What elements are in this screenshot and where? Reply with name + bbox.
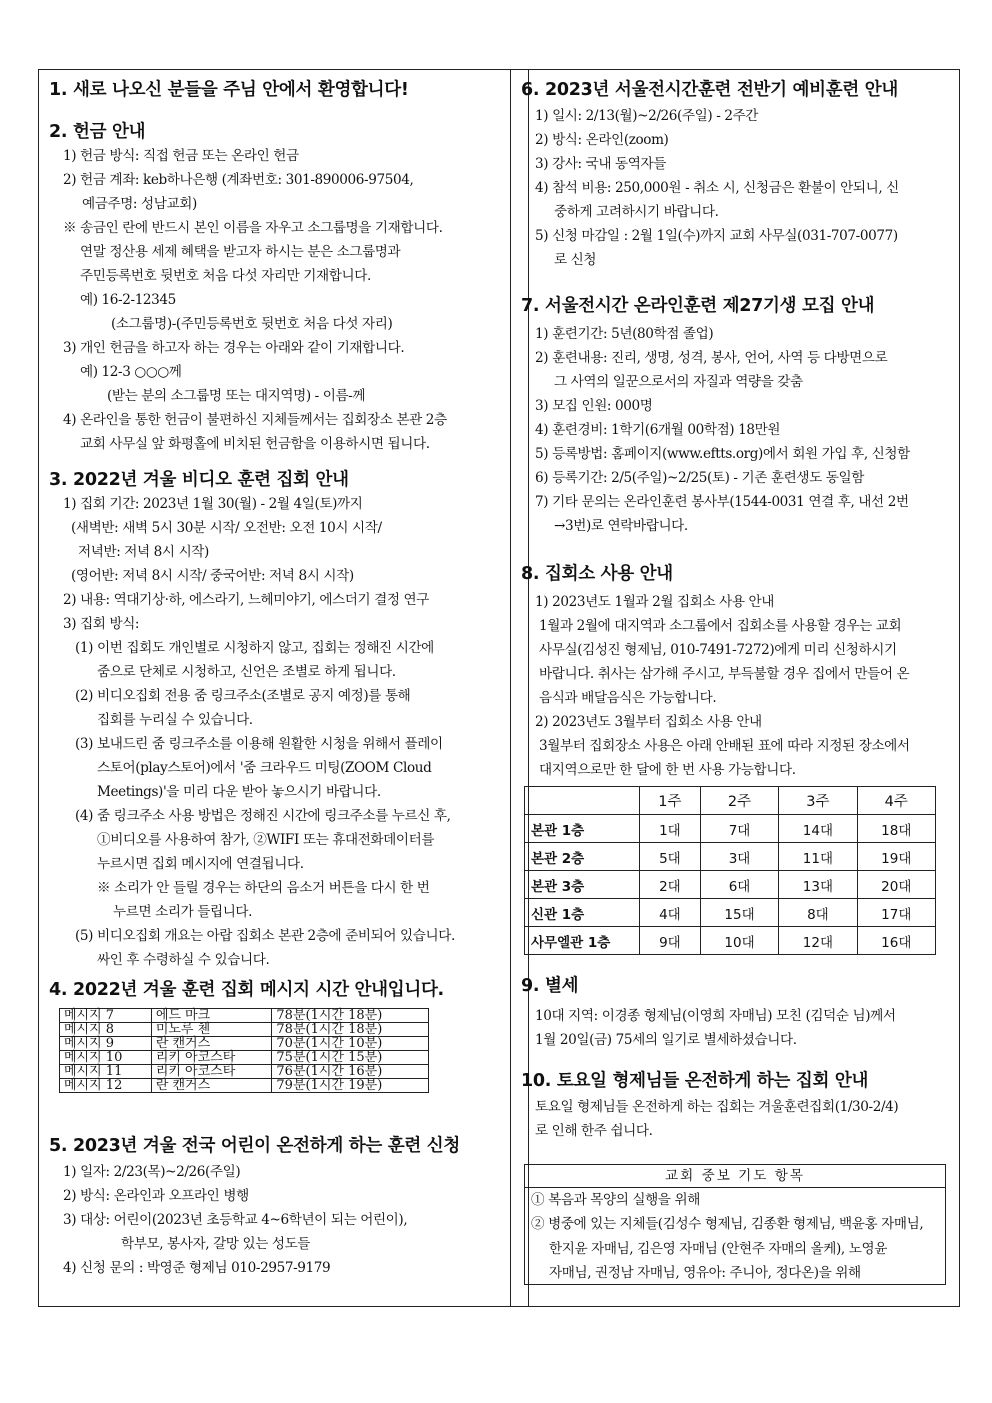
s7-line: 그 사역의 일꾼으로서의 자질과 역량을 갖춤	[554, 374, 803, 390]
s9-line: 10대 지역: 이경종 형제님(이영희 자매님) 모친 (김덕순 님)께서	[535, 1008, 896, 1024]
s6-line: 3) 강사: 국내 동역자들	[535, 156, 666, 172]
s7-line: 2) 훈련내용: 진리, 생명, 성격, 봉사, 언어, 사역 등 다방면으로	[535, 350, 888, 366]
message-time: 70분(1시간 10분)	[272, 1037, 429, 1051]
table-cell: 19대	[857, 843, 935, 871]
section-10-title: 10. 토요일 형제님들 온전하게 하는 집회 안내	[521, 1071, 869, 1091]
column-divider-right	[528, 70, 529, 1306]
message-time: 79분(1시간 19분)	[272, 1079, 429, 1093]
s2-line: 예) 16-2-12345	[80, 292, 176, 308]
s6-line: 4) 참석 비용: 250,000원 - 취소 시, 신청금은 환불이 안되니, 신	[535, 180, 899, 196]
table-cell: 13대	[779, 871, 857, 899]
message-speaker: 에드 마크	[151, 1009, 272, 1023]
s3-line: ※ 소리가 안 들릴 경우는 하단의 음소거 버튼을 다시 한 번	[97, 880, 430, 896]
table-cell: 5대	[640, 843, 701, 871]
header-cell: 4주	[857, 787, 935, 815]
s3-line: 집회를 누리실 수 있습니다.	[97, 712, 253, 728]
table-row	[60, 1009, 429, 1023]
s2-line: 예금주명: 성남교회)	[82, 196, 197, 212]
s5-line: 1) 일자: 2/23(목)~2/26(주일)	[63, 1164, 241, 1180]
s8-line: 1월과 2월에 대지역과 소그룹에서 집회소를 사용할 경우는 교회	[539, 618, 902, 634]
message-speaker: 란 캔거스	[151, 1037, 272, 1051]
room-name: 사무엘관 1층	[525, 927, 640, 955]
section-4-title: 4. 2022년 겨울 훈련 집회 메시지 시간 안내입니다.	[49, 980, 444, 1000]
room-name: 신관 1층	[525, 899, 640, 927]
prayer-line: ① 복음과 목양의 실행을 위해	[531, 1192, 700, 1208]
s3-line: (5) 비디오집회 개요는 아랍 집회소 본관 2층에 준비되어 있습니다.	[75, 928, 455, 944]
s5-line: 4) 신청 문의 : 박영준 형제님 010-2957-9179	[63, 1260, 331, 1276]
message-no: 메시지 10	[60, 1051, 152, 1065]
s3-line: (3) 보내드린 줌 링크주소를 이용해 원활한 시청을 위해서 플레이	[75, 736, 443, 752]
message-no: 메시지 9	[60, 1037, 152, 1051]
s8-line: 사무실(김성진 형제님, 010-7491-7272)에게 미리 신청하시기	[539, 642, 897, 658]
s3-line: ①비디오를 사용하여 참가, ②WIFI 또는 휴대전화데이터를	[97, 832, 435, 848]
s2-line: 연말 정산용 세제 혜택을 받고자 하시는 분은 소그룹명과	[80, 244, 401, 260]
table-cell: 11대	[779, 843, 857, 871]
s2-line: 2) 헌금 계좌: keb하나은행 (계좌번호: 301-890006-97504,	[63, 172, 414, 188]
section-6-title: 6. 2023년 서울전시간훈련 전반기 예비훈련 안내	[521, 80, 898, 100]
s6-line: 중하게 고려하시기 바랍니다.	[554, 204, 719, 220]
table-cell: 8대	[779, 899, 857, 927]
section-5-title: 5. 2023년 겨울 전국 어린이 온전하게 하는 훈련 신청	[49, 1136, 460, 1156]
table-row	[525, 871, 936, 899]
s7-line: 1) 훈련기간: 5년(80학점 졸업)	[535, 326, 714, 342]
s8-line: 3월부터 집회장소 사용은 아래 안배된 표에 따라 지정된 장소에서	[539, 738, 910, 754]
table-cell: 12대	[779, 927, 857, 955]
message-speaker: 리키 아코스타	[151, 1051, 272, 1065]
room-name: 본관 1층	[525, 815, 640, 843]
s2-line: 예) 12-3 ○○○께	[80, 364, 182, 380]
header-cell: 2주	[700, 787, 778, 815]
table-cell: 2대	[640, 871, 701, 899]
s6-line: 5) 신청 마감일 : 2월 1일(수)까지 교회 사무실(031-707-0077)	[535, 228, 898, 244]
room-schedule-table	[524, 786, 936, 955]
section-3-title: 3. 2022년 겨울 비디오 훈련 집회 안내	[49, 470, 349, 490]
prayer-line: 자매님, 권정남 자매님, 영유아: 주니아, 정다온)을 위해	[549, 1265, 861, 1282]
s7-line: 6) 등록기간: 2/5(주일)~2/25(토) - 기존 훈련생도 동일함	[535, 470, 864, 486]
s6-line: 로 신청	[554, 252, 597, 268]
s7-line: →3번)로 연락바랍니다.	[554, 518, 688, 534]
table-row	[525, 899, 936, 927]
table-row	[60, 1079, 429, 1093]
s3-line: 줌으로 단체로 시청하고, 신언은 조별로 하게 됩니다.	[97, 664, 396, 680]
s10-line: 로 인해 한주 쉽니다.	[535, 1123, 653, 1139]
s10-line: 토요일 형제님들 온전하게 하는 집회는 겨울훈련집회(1/30-2/4)	[535, 1099, 899, 1115]
s6-line: 2) 방식: 온라인(zoom)	[535, 132, 669, 148]
table-row	[60, 1037, 429, 1051]
s3-line: 스토어(play스토어)에서 '줌 크라우드 미팅(ZOOM Cloud	[97, 760, 432, 776]
s3-line: 싸인 후 수령하실 수 있습니다.	[97, 952, 270, 968]
message-speaker: 미노루 첸	[151, 1023, 272, 1037]
s3-line: (4) 줌 링크주소 사용 방법은 정해진 시간에 링크주소를 누르신 후,	[75, 808, 451, 824]
s7-line: 3) 모집 인원: 000명	[535, 398, 653, 414]
table-cell: 18대	[857, 815, 935, 843]
s7-line: 5) 등록방법: 홈페이지(www.eftts.org)에서 회원 가입 후, 신청함	[535, 446, 910, 462]
section-8-title: 8. 집회소 사용 안내	[521, 564, 673, 584]
table-cell: 9대	[640, 927, 701, 955]
message-no: 메시지 8	[60, 1023, 152, 1037]
s3-line: (1) 이번 집회도 개인별로 시청하지 않고, 집회는 정해진 시간에	[75, 640, 434, 656]
prayer-line: ② 병중에 있는 지체들(김성수 형제님, 김종환 형제님, 백윤홍 자매님,	[531, 1216, 924, 1233]
header-cell	[525, 787, 640, 815]
s2-line: 교회 사무실 앞 화평홀에 비치된 헌금함을 이용하시면 됩니다.	[80, 436, 430, 452]
s2-line: (소그룹명)-(주민등록번호 뒷번호 처음 다섯 자리)	[111, 316, 393, 332]
s5-line: 학부모, 봉사자, 갈망 있는 성도들	[121, 1236, 311, 1252]
message-time: 78분(1시간 18분)	[272, 1023, 429, 1037]
s2-line: 3) 개인 헌금을 하고자 하는 경우는 아래와 같이 기재합니다.	[63, 340, 405, 356]
s2-line: (받는 분의 소그룹명 또는 대지역명) - 이름-께	[107, 388, 366, 404]
column-divider-left	[510, 70, 511, 1306]
table-cell: 3대	[700, 843, 778, 871]
section-2-title: 2. 헌금 안내	[49, 122, 146, 142]
message-no: 메시지 7	[60, 1009, 152, 1023]
section-1-title: 1. 새로 나오신 분들을 주님 안에서 환영합니다!	[49, 80, 409, 100]
table-row	[525, 843, 936, 871]
message-speaker: 란 캔거스	[151, 1079, 272, 1093]
message-no: 메시지 11	[60, 1065, 152, 1079]
s5-line: 2) 방식: 온라인과 오프라인 병행	[63, 1188, 249, 1204]
s3-line: 누르면 소리가 들립니다.	[113, 904, 253, 920]
s8-line: 1) 2023년도 1월과 2월 집회소 사용 안내	[535, 594, 774, 610]
section-7-title: 7. 서울전시간 온라인훈련 제27기생 모집 안내	[521, 296, 875, 316]
s3-line: 누르시면 집회 메시지에 연결됩니다.	[97, 856, 304, 872]
s3-line: (2) 비디오집회 전용 줌 링크주소(조별로 공지 예정)를 통해	[75, 688, 411, 704]
table-row	[525, 927, 936, 955]
table-cell: 14대	[779, 815, 857, 843]
s2-line: 4) 온라인을 통한 헌금이 불편하신 지체들께서는 집회장소 본관 2층	[63, 412, 447, 428]
s7-line: 7) 기타 문의는 온라인훈련 봉사부(1544-0031 연결 후, 내선 2번	[535, 494, 909, 510]
s3-line: 1) 집회 기간: 2023년 1월 30(월) - 2월 4일(토)까지	[63, 496, 363, 512]
table-cell: 20대	[857, 871, 935, 899]
s2-line: 주민등록번호 뒷번호 처음 다섯 자리만 기재합니다.	[80, 268, 371, 284]
prayer-line: 한지윤 자매님, 김은영 자매님 (안현주 자매의 올케), 노영윤	[549, 1240, 887, 1257]
s3-line: 3) 집회 방식:	[63, 616, 140, 632]
prayer-title: 교회 중보 기도 항목	[525, 1165, 945, 1188]
message-speaker: 리키 아코스타	[151, 1065, 272, 1079]
s5-line: 3) 대상: 어린이(2023년 초등학교 4~6학년이 되는 어린이),	[63, 1212, 408, 1228]
room-name: 본관 2층	[525, 843, 640, 871]
table-cell: 16대	[857, 927, 935, 955]
message-time: 75분(1시간 15분)	[272, 1051, 429, 1065]
table-cell: 7대	[700, 815, 778, 843]
table-header-row	[525, 787, 936, 815]
message-time-table	[59, 1008, 429, 1093]
table-cell: 10대	[700, 927, 778, 955]
table-row	[60, 1051, 429, 1065]
bulletin-frame	[38, 69, 960, 1307]
table-cell: 15대	[700, 899, 778, 927]
table-row	[525, 815, 936, 843]
s3-line: (새벽반: 새벽 5시 30분 시작/ 오전반: 오전 10시 시작/	[71, 520, 382, 536]
table-cell: 6대	[700, 871, 778, 899]
table-cell: 1대	[640, 815, 701, 843]
table-row	[60, 1023, 429, 1037]
s3-line: Meetings)'을 미리 다운 받아 놓으시기 바랍니다.	[97, 784, 381, 800]
message-time: 76분(1시간 16분)	[272, 1065, 429, 1079]
s7-line: 4) 훈련경비: 1학기(6개월 00학점) 18만원	[535, 422, 781, 438]
s3-line: 2) 내용: 역대기상·하, 에스라기, 느헤미야기, 에스더기 결정 연구	[63, 592, 430, 608]
s2-line: 1) 헌금 방식: 직접 헌금 또는 온라인 헌금	[63, 148, 299, 164]
table-cell: 17대	[857, 899, 935, 927]
table-row	[60, 1065, 429, 1079]
s3-line: 저녁반: 저녁 8시 시작)	[78, 544, 209, 560]
message-time: 78분(1시간 18분)	[272, 1009, 429, 1023]
s2-line: ※ 송금인 란에 반드시 본인 이름을 자우고 소그룹명을 기재합니다.	[63, 220, 443, 236]
s3-line: (영어반: 저녁 8시 시작/ 중국어반: 저녁 8시 시작)	[71, 568, 354, 584]
s8-line: 바랍니다. 취사는 삼가해 주시고, 부득불할 경우 집에서 만들어 온	[539, 666, 910, 682]
room-name: 본관 3층	[525, 871, 640, 899]
prayer-box	[524, 1164, 946, 1285]
s9-line: 1월 20일(금) 75세의 일기로 별세하셨습니다.	[535, 1032, 797, 1048]
header-cell: 3주	[779, 787, 857, 815]
s8-line: 2) 2023년도 3월부터 집회소 사용 안내	[535, 714, 762, 730]
section-9-title: 9. 별세	[521, 976, 579, 996]
table-cell: 4대	[640, 899, 701, 927]
s8-line: 음식과 배달음식은 가능합니다.	[539, 690, 717, 706]
s8-line: 대지역으로만 한 달에 한 번 사용 가능합니다.	[539, 762, 796, 778]
s6-line: 1) 일시: 2/13(월)~2/26(주일) - 2주간	[535, 108, 759, 124]
header-cell: 1주	[640, 787, 701, 815]
message-no: 메시지 12	[60, 1079, 152, 1093]
